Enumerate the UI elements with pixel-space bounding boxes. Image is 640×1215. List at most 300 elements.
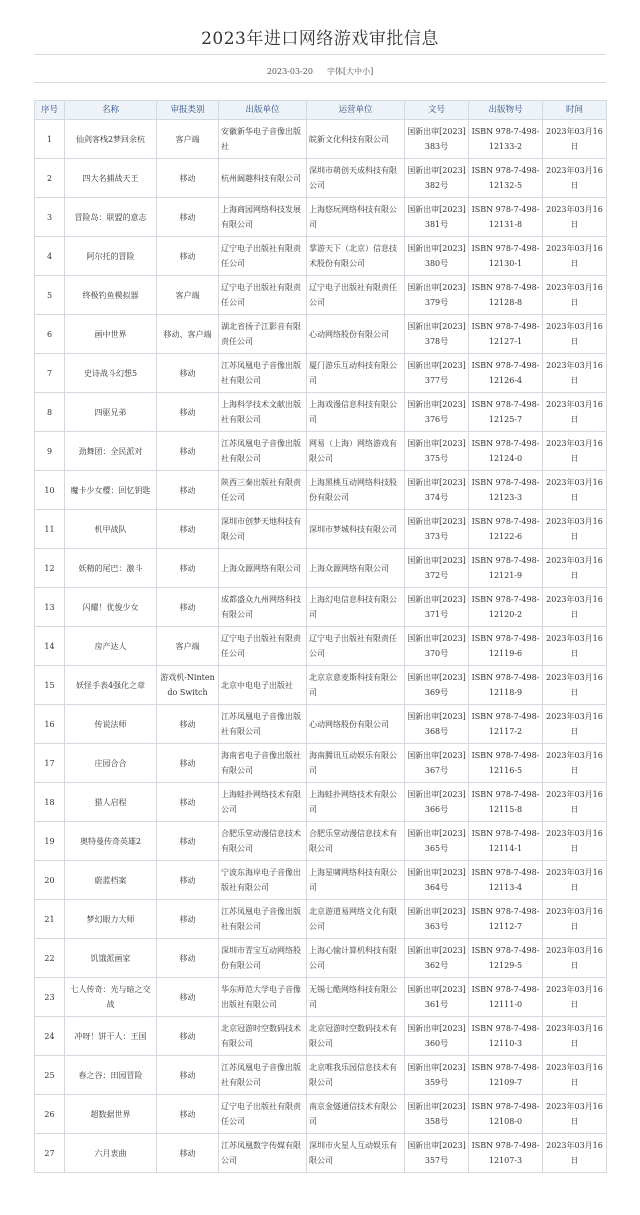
- title-divider: [34, 54, 606, 55]
- table-row: [35, 705, 607, 744]
- col-index-cell: [35, 666, 65, 705]
- cell-text: 深圳市萌创天成科技有限公司: [309, 166, 397, 190]
- col-isbn-cell: [469, 588, 543, 627]
- cell-text: 上海科学技术文献出版社有限公司: [221, 400, 301, 424]
- col-category-cell: [157, 237, 219, 276]
- col-date-cell: [543, 939, 607, 978]
- col-category-cell: [157, 1134, 219, 1173]
- col-name-cell: [65, 783, 157, 822]
- cell-text: 成都盛众九州网络科技有限公司: [221, 595, 301, 619]
- col-date-cell: [543, 198, 607, 237]
- col-operator-cell: [307, 198, 405, 237]
- cell-text: 北京京意麦斯科技有限公司: [309, 673, 397, 697]
- cell-text: 国新出审[2023]365号: [407, 829, 466, 853]
- col-operator-cell: [307, 705, 405, 744]
- col-approval-no-cell: [405, 627, 469, 666]
- col-isbn-cell: [469, 510, 543, 549]
- cell-text: 网易（上海）网络游戏有限公司: [309, 439, 397, 463]
- col-operator-cell: [307, 393, 405, 432]
- col-name-cell: [65, 1095, 157, 1134]
- table-row: [35, 666, 607, 705]
- col-category-cell: [157, 744, 219, 783]
- cell-text: 1: [46, 134, 53, 144]
- cell-text: 江苏凤凰电子音像出版社有限公司: [221, 712, 301, 736]
- cell-text: 海南腾讯互动娱乐有限公司: [309, 751, 397, 775]
- cell-text: ISBN 978-7-498-12110-3: [471, 1024, 540, 1048]
- col-category-cell: [157, 705, 219, 744]
- cell-text: ISBN 978-7-498-12118-9: [471, 673, 540, 697]
- cell-text: 深圳市火星人互动娱乐有限公司: [309, 1141, 397, 1165]
- cell-text: 2023年03月16日: [546, 829, 603, 853]
- cell-text: 2023年03月16日: [546, 1141, 603, 1165]
- cell-text: 上海心愉计算机科技有限公司: [309, 946, 397, 970]
- col-publisher-cell: [219, 120, 307, 159]
- col-isbn-cell: [469, 198, 543, 237]
- table-row: [35, 432, 607, 471]
- col-date-cell: [543, 822, 607, 861]
- cell-text: 北京中电电子出版社: [221, 680, 293, 690]
- cell-text: 移动: [179, 173, 196, 183]
- cell-text: 23: [44, 992, 55, 1002]
- table-row: [35, 1017, 607, 1056]
- col-date-cell: [543, 627, 607, 666]
- col-index-cell: [35, 354, 65, 393]
- cell-text: 移动: [179, 875, 196, 885]
- col-category-cell: [157, 471, 219, 510]
- col-name-cell: [65, 627, 157, 666]
- cell-text: 10: [44, 485, 55, 495]
- col-index-cell: [35, 861, 65, 900]
- cell-text: 2023年03月16日: [546, 712, 603, 736]
- cell-text: 17: [44, 758, 55, 768]
- col-category-cell: [157, 393, 219, 432]
- col-category-cell: [157, 861, 219, 900]
- header-category: 审报类别: [157, 101, 219, 120]
- table-row: [35, 900, 607, 939]
- cell-text: 2023年03月16日: [546, 868, 603, 892]
- cell-text: 2023年03月16日: [546, 673, 603, 697]
- col-date-cell: [543, 432, 607, 471]
- cell-text: 客户端: [175, 290, 200, 300]
- cell-text: 辽宁电子出版社有限责任公司: [221, 283, 301, 307]
- col-date-cell: [543, 510, 607, 549]
- col-name-cell: [65, 861, 157, 900]
- col-isbn-cell: [469, 822, 543, 861]
- col-date-cell: [543, 354, 607, 393]
- col-approval-no-cell: [405, 237, 469, 276]
- cell-text: 上海众源网络有限公司: [221, 563, 301, 573]
- table-row: [35, 237, 607, 276]
- col-date-cell: [543, 744, 607, 783]
- approval-table: [34, 100, 607, 1173]
- cell-text: 2023年03月16日: [546, 205, 603, 229]
- cell-text: 奥特曼传奇英雄2: [79, 836, 142, 846]
- cell-text: 国新出审[2023]375号: [407, 439, 466, 463]
- col-name-cell: [65, 978, 157, 1017]
- cell-text: 移动: [179, 836, 196, 846]
- col-name-cell: [65, 159, 157, 198]
- col-isbn-cell: [469, 939, 543, 978]
- cell-text: 游戏机-Nintendo Switch: [160, 673, 215, 697]
- cell-text: 庄园合合: [94, 758, 127, 768]
- col-index-cell: [35, 627, 65, 666]
- cell-text: 9: [46, 446, 53, 456]
- page-title: 2023年进口网络游戏审批信息: [201, 29, 439, 49]
- col-date-cell: [543, 315, 607, 354]
- col-isbn-cell: [469, 549, 543, 588]
- col-isbn-cell: [469, 1017, 543, 1056]
- col-approval-no-cell: [405, 1056, 469, 1095]
- cell-text: 春之谷：田园冒险: [78, 1070, 143, 1080]
- cell-text: 移动: [179, 407, 196, 417]
- cell-text: 2023年03月16日: [546, 556, 603, 580]
- col-isbn-cell: [469, 276, 543, 315]
- col-approval-no-cell: [405, 471, 469, 510]
- cell-text: 七人传奇：光与暗之交战: [70, 985, 151, 1009]
- font-size-small-link[interactable]: 小: [362, 67, 371, 76]
- cell-text: ISBN 978-7-498-12115-8: [471, 790, 540, 814]
- col-operator-cell: [307, 510, 405, 549]
- col-index-cell: [35, 393, 65, 432]
- col-index-cell: [35, 1095, 65, 1134]
- cell-text: 辽宁电子出版社有限责任公司: [221, 634, 301, 658]
- col-operator-cell: [307, 900, 405, 939]
- cell-text: 画中世界: [94, 329, 127, 339]
- col-date-cell: [543, 276, 607, 315]
- cell-text: 国新出审[2023]379号: [407, 283, 466, 307]
- table-row: [35, 1134, 607, 1173]
- cell-text: 移动: [179, 446, 196, 456]
- col-approval-no-cell: [405, 510, 469, 549]
- cell-text: 21: [44, 914, 55, 924]
- col-category-cell: [157, 588, 219, 627]
- cell-text: 国新出审[2023]363号: [407, 907, 466, 931]
- col-operator-cell: [307, 744, 405, 783]
- font-size-label: 字体: [326, 67, 343, 76]
- col-approval-no-cell: [405, 393, 469, 432]
- cell-text: ISBN 978-7-498-12127-1: [471, 322, 540, 346]
- col-publisher-cell: [219, 627, 307, 666]
- col-operator-cell: [307, 1095, 405, 1134]
- col-name-cell: [65, 1017, 157, 1056]
- col-isbn-cell: [469, 471, 543, 510]
- col-index-cell: [35, 198, 65, 237]
- col-publisher-cell: [219, 705, 307, 744]
- table-row: [35, 120, 607, 159]
- cell-text: 四驱兄弟: [94, 407, 127, 417]
- col-publisher-cell: [219, 822, 307, 861]
- table-row: [35, 978, 607, 1017]
- cell-text: 移动: [179, 992, 196, 1002]
- cell-text: 22: [44, 953, 55, 963]
- cell-text: 无锡七酷网络科技有限公司: [309, 985, 397, 1009]
- cell-text: 饥饿派画家: [90, 953, 131, 963]
- cell-text: 24: [44, 1031, 55, 1041]
- col-publisher-cell: [219, 783, 307, 822]
- cell-text: 机甲战队: [94, 524, 127, 534]
- cell-text: 辽宁电子出版社有限责任公司: [221, 1102, 301, 1126]
- cell-text: 陕西三秦出版社有限责任公司: [221, 478, 301, 502]
- col-date-cell: [543, 666, 607, 705]
- cell-text: ISBN 978-7-498-12122-6: [471, 517, 540, 541]
- cell-text: 四大名捕战天王: [82, 173, 139, 183]
- col-operator-cell: [307, 237, 405, 276]
- cell-text: 华东师范大学电子音像出版社有限公司: [221, 985, 301, 1009]
- col-date-cell: [543, 159, 607, 198]
- cell-text: 20: [44, 875, 55, 885]
- col-name-cell: [65, 705, 157, 744]
- col-category-cell: [157, 1017, 219, 1056]
- col-publisher-cell: [219, 549, 307, 588]
- cell-text: 心动网络股份有限公司: [309, 719, 389, 729]
- cell-text: 国新出审[2023]373号: [407, 517, 466, 541]
- cell-text: 心动网络股份有限公司: [309, 329, 389, 339]
- col-index-cell: [35, 783, 65, 822]
- cell-text: 猎人启程: [94, 797, 127, 807]
- col-index-cell: [35, 588, 65, 627]
- cell-text: 移动: [179, 1031, 196, 1041]
- cell-text: 深圳市青宝互动网络股份有限公司: [221, 946, 301, 970]
- col-isbn-cell: [469, 237, 543, 276]
- cell-text: ISBN 978-7-498-12124-0: [471, 439, 540, 463]
- cell-text: 国新出审[2023]362号: [407, 946, 466, 970]
- col-publisher-cell: [219, 978, 307, 1017]
- cell-text: 上海蛙扑网络技术有限公司: [309, 790, 397, 814]
- table-row: [35, 627, 607, 666]
- col-category-cell: [157, 666, 219, 705]
- col-publisher-cell: [219, 1134, 307, 1173]
- cell-text: 杭州阔趣科技有限公司: [221, 173, 301, 183]
- col-index-cell: [35, 744, 65, 783]
- table-header-row: [35, 101, 607, 120]
- cell-text: ISBN 978-7-498-12133-2: [471, 127, 540, 151]
- header-publisher: 出版单位: [219, 101, 307, 120]
- cell-text: 18: [44, 797, 55, 807]
- cell-text: 2023年03月16日: [546, 1063, 603, 1087]
- table-row: [35, 276, 607, 315]
- cell-text: 辽宁电子出版社有限责任公司: [221, 244, 301, 268]
- col-index-cell: [35, 1017, 65, 1056]
- cell-text: ISBN 978-7-498-12120-2: [471, 595, 540, 619]
- col-index-cell: [35, 315, 65, 354]
- table-row: [35, 159, 607, 198]
- cell-text: 阿尔托的冒险: [86, 251, 135, 261]
- col-approval-no-cell: [405, 354, 469, 393]
- table-row: [35, 822, 607, 861]
- col-operator-cell: [307, 1017, 405, 1056]
- cell-text: ISBN 978-7-498-12117-2: [471, 712, 540, 736]
- cell-text: 7: [46, 368, 53, 378]
- cell-text: 15: [44, 680, 55, 690]
- col-name-cell: [65, 432, 157, 471]
- cell-text: 国新出审[2023]380号: [407, 244, 466, 268]
- col-index-cell: [35, 159, 65, 198]
- cell-text: ISBN 978-7-498-12107-3: [471, 1141, 540, 1165]
- col-index-cell: [35, 1134, 65, 1173]
- cell-text: 2023年03月16日: [546, 244, 603, 268]
- cell-text: 上海蛙扑网络技术有限公司: [221, 790, 301, 814]
- col-publisher-cell: [219, 588, 307, 627]
- cell-text: 27: [44, 1148, 55, 1158]
- cell-text: 海南省电子音像出版社有限公司: [221, 751, 301, 775]
- col-publisher-cell: [219, 510, 307, 549]
- cell-text: 国新出审[2023]364号: [407, 868, 466, 892]
- cell-text: 史诗战斗幻想5: [83, 368, 138, 378]
- col-isbn-cell: [469, 432, 543, 471]
- cell-text: 江苏凤凰电子音像出版社有限公司: [221, 907, 301, 931]
- col-publisher-cell: [219, 939, 307, 978]
- table-row: [35, 939, 607, 978]
- header-approval-no: 文号: [405, 101, 469, 120]
- cell-text: 国新出审[2023]369号: [407, 673, 466, 697]
- cell-text: 国新出审[2023]359号: [407, 1063, 466, 1087]
- cell-text: 国新出审[2023]371号: [407, 595, 466, 619]
- cell-text: 2023年03月16日: [546, 517, 603, 541]
- col-category-cell: [157, 315, 219, 354]
- cell-text: 25: [44, 1070, 55, 1080]
- cell-text: 4: [46, 251, 53, 261]
- col-publisher-cell: [219, 1095, 307, 1134]
- col-publisher-cell: [219, 900, 307, 939]
- col-approval-no-cell: [405, 978, 469, 1017]
- cell-text: 深圳市梦城科技有限公司: [309, 524, 397, 534]
- col-date-cell: [543, 237, 607, 276]
- cell-text: 2023年03月16日: [546, 283, 603, 307]
- col-publisher-cell: [219, 354, 307, 393]
- cell-text: 宁波东海岸电子音像出版社有限公司: [221, 868, 301, 892]
- cell-text: 2023年03月16日: [546, 595, 603, 619]
- cell-text: 冲呀！饼干人：王国: [74, 1031, 147, 1041]
- table-row: [35, 510, 607, 549]
- col-name-cell: [65, 900, 157, 939]
- cell-text: 江苏凤凰电子音像出版社有限公司: [221, 439, 301, 463]
- cell-text: 2023年03月16日: [546, 751, 603, 775]
- cell-text: 国新出审[2023]366号: [407, 790, 466, 814]
- col-category-cell: [157, 120, 219, 159]
- col-date-cell: [543, 471, 607, 510]
- cell-text: 客户端: [175, 134, 200, 144]
- cell-text: ISBN 978-7-498-12132-5: [471, 166, 540, 190]
- cell-text: 2023年03月16日: [546, 322, 603, 346]
- col-name-cell: [65, 276, 157, 315]
- meta-divider: [34, 82, 606, 83]
- col-name-cell: [65, 588, 157, 627]
- font-size-medium-link[interactable]: 中: [354, 67, 363, 76]
- col-name-cell: [65, 237, 157, 276]
- cell-text: 北京唯我乐园信息技术有限公司: [309, 1063, 397, 1087]
- font-size-large-link[interactable]: 大: [346, 67, 355, 76]
- cell-text: 客户端: [175, 641, 200, 651]
- table-row: [35, 393, 607, 432]
- col-publisher-cell: [219, 159, 307, 198]
- cell-text: 六月衷曲: [94, 1148, 127, 1158]
- col-publisher-cell: [219, 471, 307, 510]
- cell-text: 仙剑客栈2梦回余杭: [75, 134, 146, 144]
- cell-text: 北京冠游时空数码技术有限公司: [221, 1024, 301, 1048]
- cell-text: 16: [44, 719, 55, 729]
- cell-text: 移动: [179, 953, 196, 963]
- col-category-cell: [157, 822, 219, 861]
- cell-text: ISBN 978-7-498-12125-7: [471, 400, 540, 424]
- table-row: [35, 198, 607, 237]
- col-operator-cell: [307, 354, 405, 393]
- cell-text: 厦门游乐互动科技有限公司: [309, 361, 397, 385]
- col-category-cell: [157, 276, 219, 315]
- col-approval-no-cell: [405, 822, 469, 861]
- col-index-cell: [35, 510, 65, 549]
- cell-text: ISBN 978-7-498-12131-8: [471, 205, 540, 229]
- col-name-cell: [65, 549, 157, 588]
- col-category-cell: [157, 159, 219, 198]
- cell-text: 移动: [179, 602, 196, 612]
- cell-text: ISBN 978-7-498-12126-4: [471, 361, 540, 385]
- cell-text: 深圳市创梦天地科技有限公司: [221, 517, 301, 541]
- cell-text: 2023年03月16日: [546, 127, 603, 151]
- col-operator-cell: [307, 588, 405, 627]
- cell-text: 移动: [179, 1109, 196, 1119]
- header-index: 序号: [35, 101, 65, 120]
- col-isbn-cell: [469, 900, 543, 939]
- cell-text: 移动: [179, 1070, 196, 1080]
- col-publisher-cell: [219, 744, 307, 783]
- cell-text: 冒险岛：联盟的意志: [74, 212, 147, 222]
- col-index-cell: [35, 276, 65, 315]
- col-approval-no-cell: [405, 276, 469, 315]
- col-operator-cell: [307, 276, 405, 315]
- col-publisher-cell: [219, 1017, 307, 1056]
- cell-text: 上海戏漫信息科技有限公司: [309, 400, 397, 424]
- cell-text: 国新出审[2023]382号: [407, 166, 466, 190]
- cell-text: ISBN 978-7-498-12128-8: [471, 283, 540, 307]
- col-index-cell: [35, 900, 65, 939]
- cell-text: 2023年03月16日: [546, 361, 603, 385]
- article-meta: 2023-03-20 字体[大中小]: [266, 67, 374, 76]
- cell-text: 2023年03月16日: [546, 478, 603, 502]
- cell-text: 辽宁电子出版社有限责任公司: [309, 634, 397, 658]
- col-operator-cell: [307, 1056, 405, 1095]
- cell-text: 移动: [179, 212, 196, 222]
- cell-text: 国新出审[2023]357号: [407, 1141, 466, 1165]
- cell-text: 传说法师: [94, 719, 127, 729]
- col-date-cell: [543, 549, 607, 588]
- col-operator-cell: [307, 1134, 405, 1173]
- cell-text: 2023年03月16日: [546, 907, 603, 931]
- col-isbn-cell: [469, 1095, 543, 1134]
- col-category-cell: [157, 1095, 219, 1134]
- cell-text: 国新出审[2023]377号: [407, 361, 466, 385]
- cell-text: 13: [44, 602, 55, 612]
- col-index-cell: [35, 471, 65, 510]
- cell-text: 2: [46, 173, 53, 183]
- header-date: 时间: [543, 101, 607, 120]
- cell-text: 上海众源网络有限公司: [309, 563, 389, 573]
- table-row: [35, 744, 607, 783]
- cell-text: 皖新文化科技有限公司: [309, 134, 389, 144]
- col-index-cell: [35, 432, 65, 471]
- table-row: [35, 783, 607, 822]
- cell-text: 2023年03月16日: [546, 634, 603, 658]
- col-approval-no-cell: [405, 315, 469, 354]
- cell-text: 国新出审[2023]361号: [407, 985, 466, 1009]
- table-row: [35, 549, 607, 588]
- cell-text: 合肥乐堂动漫信息技术有限公司: [309, 829, 397, 853]
- cell-text: 移动: [179, 719, 196, 729]
- col-name-cell: [65, 1134, 157, 1173]
- cell-text: ISBN 978-7-498-12130-1: [471, 244, 540, 268]
- col-approval-no-cell: [405, 588, 469, 627]
- cell-text: 移动: [179, 758, 196, 768]
- cell-text: 移动: [179, 524, 196, 534]
